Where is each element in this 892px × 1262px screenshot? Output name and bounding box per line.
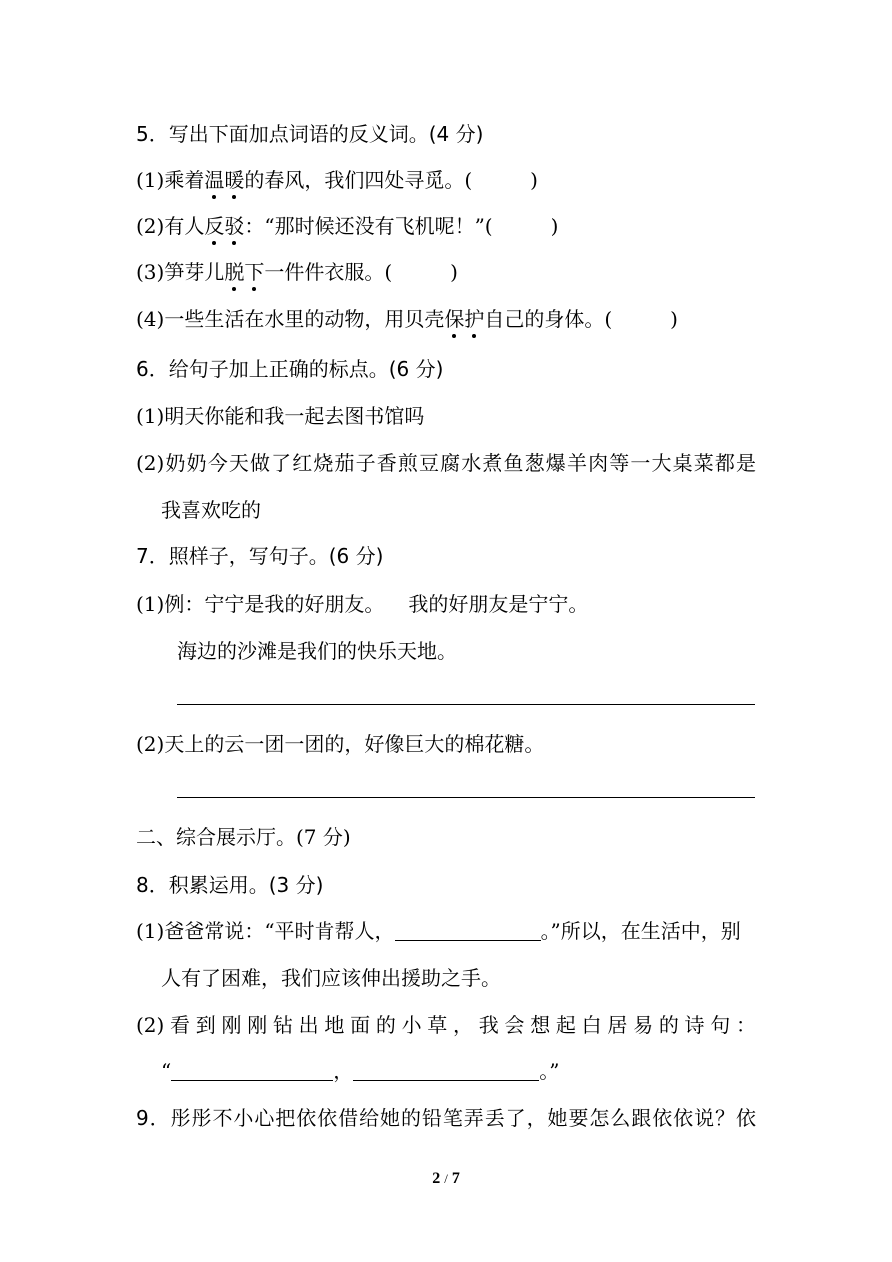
q7-example-label: (1)例：宁宁是我的好朋友。 (136, 592, 385, 616)
section-2-title: 二、综合展示厅。(7 分) (136, 825, 351, 849)
q6-title: 6．给句子加上正确的标点。(6 分) (136, 357, 444, 381)
q9-title-text: 9．彤彤不小心把依依借给她的铅笔弄丢了，她要怎么跟依依说？依 (136, 1106, 756, 1130)
dotted-char: 脱 (224, 260, 245, 284)
total-pages: 7 (451, 1170, 460, 1187)
q7-example (136, 591, 588, 617)
q7-item-2: (2)天上的云一团一团的，好像巨大的棉花糖。 (136, 732, 545, 756)
current-page: 2 (432, 1170, 441, 1187)
q8-item-2-text: (2)看到刚刚钻出地面的小草，我会想起白居易的诗句： (136, 1013, 756, 1037)
q5-item-4 (136, 306, 678, 332)
answer-line[interactable] (177, 704, 755, 705)
answer-line[interactable] (177, 797, 755, 798)
q5-item-2 (136, 213, 558, 239)
q6-item-2 (136, 450, 756, 476)
q6-item-2-cont: 我喜欢吃的 (161, 498, 261, 522)
q5-item-3-pre: (3)笋芽儿 (136, 260, 225, 284)
fill-blank[interactable] (395, 920, 541, 941)
q8-item-2-cont (161, 1058, 559, 1084)
q6-item-1: (1)明天你能和我一起去图书馆吗 (136, 404, 425, 428)
close-quote: 。” (539, 1059, 560, 1083)
q8-item-1-cont: 人有了困难，我们应该伸出援助之手。 (161, 966, 501, 990)
q8-title: 8．积累运用。(3 分) (136, 873, 324, 897)
q7-item-1: 海边的沙滩是我们的快乐天地。 (177, 639, 457, 663)
comma: ， (333, 1059, 354, 1083)
q9-title (136, 1105, 756, 1131)
q5-title-text: 5．写出下面加点词语的反义词。(4 分) (136, 122, 484, 146)
q5-title (136, 121, 483, 147)
q6-item-2-text: (2)奶奶今天做了红烧茄子香煎豆腐水煮鱼葱爆羊肉等一大桌菜都是 (136, 451, 756, 475)
dotted-char: 反 (204, 214, 225, 238)
dotted-char: 暖 (224, 168, 245, 192)
q8-item-1-pre: (1)爸爸常说：“平时肯帮人， (136, 919, 395, 943)
fill-blank[interactable] (171, 1060, 333, 1081)
dotted-char: 下 (244, 260, 265, 284)
q5-item-3 (136, 259, 458, 285)
q7-title: 7．照样子，写句子。(6 分) (136, 544, 384, 568)
dotted-char: 驳 (224, 214, 245, 238)
close-paren: ) (670, 307, 678, 331)
page-separator: / (444, 1171, 448, 1186)
close-paren: ) (550, 214, 559, 238)
q5-item-1-post: 的春风，我们四处寻觅。( (244, 168, 473, 192)
open-quote: “ (161, 1059, 172, 1083)
q5-item-4-post: 自己的身体。( (484, 307, 613, 331)
fill-blank[interactable] (353, 1060, 539, 1081)
dotted-char: 护 (464, 307, 485, 331)
q5-item-3-post: 一件件衣服。( (264, 260, 393, 284)
q8-item-1-post: 。”所以，在生活中，别 (540, 919, 741, 943)
dotted-char: 温 (204, 168, 225, 192)
q5-item-2-post: ：“那时候还没有飞机呢！”( (244, 214, 493, 238)
q8-item-1 (136, 918, 741, 944)
close-paren: ) (450, 260, 458, 284)
dotted-char: 保 (444, 307, 465, 331)
q5-item-1 (136, 167, 538, 193)
q8-item-2 (136, 1012, 756, 1038)
q5-item-2-pre: (2)有人 (136, 214, 205, 238)
close-paren: ) (530, 168, 538, 192)
q5-item-4-pre: (4)一些生活在水里的动物，用贝壳 (136, 307, 445, 331)
q5-item-1-pre: (1)乘着 (136, 168, 205, 192)
q7-example-answer: 我的好朋友是宁宁。 (408, 592, 589, 616)
page-number (0, 1170, 892, 1188)
